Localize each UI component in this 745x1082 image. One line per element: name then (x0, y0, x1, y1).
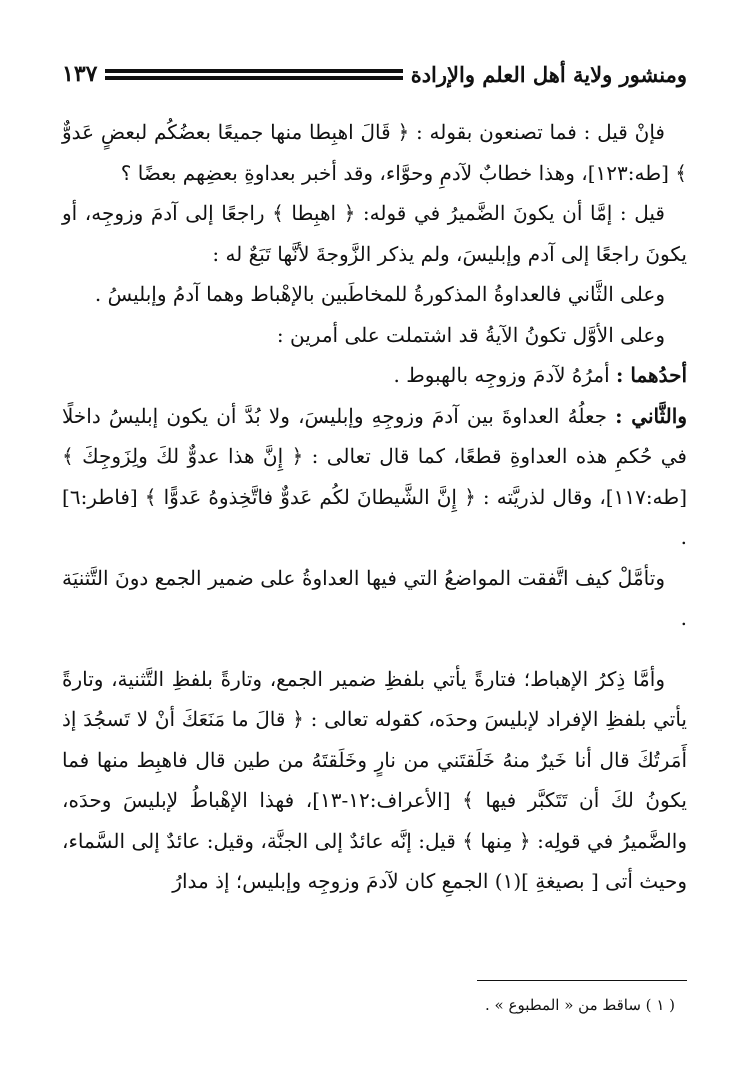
paragraph (62, 355, 687, 396)
page-number: ١٣٧ (62, 61, 98, 87)
paragraph-lead: والثَّاني : (615, 403, 687, 428)
paragraph-text: وعلى الثَّاني فالعداوةُ المذكورةُ للمخاطَبين بالإهْباط وهما آدمُ وإبليسُ . (94, 282, 665, 306)
paragraph-lead: أحدُهما : (616, 363, 687, 387)
paragraph-text: أمرُهُ لآدمَ وزوجِه بالهبوط . (393, 363, 617, 387)
paragraph (62, 396, 687, 558)
page-header (62, 52, 687, 96)
paragraph-gap (62, 639, 687, 659)
paragraph (62, 112, 687, 193)
footnote-divider (477, 980, 687, 981)
paragraph (62, 558, 687, 639)
paragraph-text: وتأمَّلْ كيف اتَّفقت المواضعُ التي فيها العداوةُ على ضمير الجمع دونَ التَّثنيَة . (62, 565, 687, 630)
running-title: ومنشور ولاية أهل العلم والإرادة (410, 61, 687, 87)
paragraph (62, 193, 687, 274)
paragraph-text: قيل : إمَّا أن يكونَ الضَّميرُ في قوله: ﴿ اهبِطا ﴾ راجعًا إلى آدمَ وزوجِه، أو يكونَ راجعًا إلى آدم وإبليسَ، ولم يذكر الزَّوجةَ لأنَّها تَبَعٌ له : (62, 201, 687, 266)
paragraph-text: وأمَّا ذِكرُ الإهباط؛ فتارةً يأتي بلفظِ ضمير الجمع، وتارةً بلفظِ التَّثنية، وتارةً يأتي بلفظِ الإفراد لإبليسَ وحدَه، كقوله تعالى : ﴿ قالَ ما مَنَعَكَ أنْ لا تَسجُدَ إذ أَمَرتُكَ قال أنا خَيرٌ منهُ خَلَقتَني من نارٍ وخَلَقتَهُ من طين قال فاهبِط منها فما يكونُ لكَ أن تَتَكبَّر فيها ﴾ [الأعراف:١٢-١٣]، فهذا الإهْباطُ لإبليسَ وحدَه، والضَّميرُ في قولِه: ﴿ مِنها ﴾ قيل: إنَّه عائدٌ إلى الجنَّة، وقيل: عائدٌ إلى السَّماء، وحيث أتى [ بصيغةِ ](١) الجمعِ كان لآدمَ وزوجِه وإبليس؛ إذ مدارُ (62, 666, 687, 893)
paragraph-text: جعلُهُ العداوةَ بين آدمَ وزوجِهِ وإبليسَ، ولا بُدَّ أن يكون إبليسُ داخلًا في حُكمِ هذه العداوةِ قطعًا، كما قال تعالى : ﴿ إِنَّ هذا عدوٌّ لكَ ولِزَوجِكَ ﴾ [طه:١١٧]، وقال لذريَّته : ﴿ إِنَّ الشَّيطانَ لكُم عَدوٌّ فاتَّخِذوهُ عَدوًّا ﴾ [فاطر:٦] . (62, 403, 687, 549)
header-double-rule (105, 67, 402, 82)
paragraph-text: وعلى الأوَّل تكونُ الآيةُ قد اشتملت على أمرين : (276, 322, 665, 347)
footnote: ( ١ ) ساقط من « المطبوع » . (485, 996, 675, 1014)
paragraph (62, 659, 687, 902)
paragraph-text: فإنْ قيل : فما تصنعون بقوله : ﴿ قَالَ اهبِطا منها جميعًا بعضُكُم لبعضٍ عَدوٌّ ﴾ [طه:١٢٣]، وهذا خطابٌ لآدمِ وحوَّاء، وقد أخبر بعداوةِ بعضِهم بعضًا ؟ (62, 120, 687, 185)
page-body (62, 112, 687, 902)
paragraph (62, 274, 687, 315)
paragraph (62, 315, 687, 356)
